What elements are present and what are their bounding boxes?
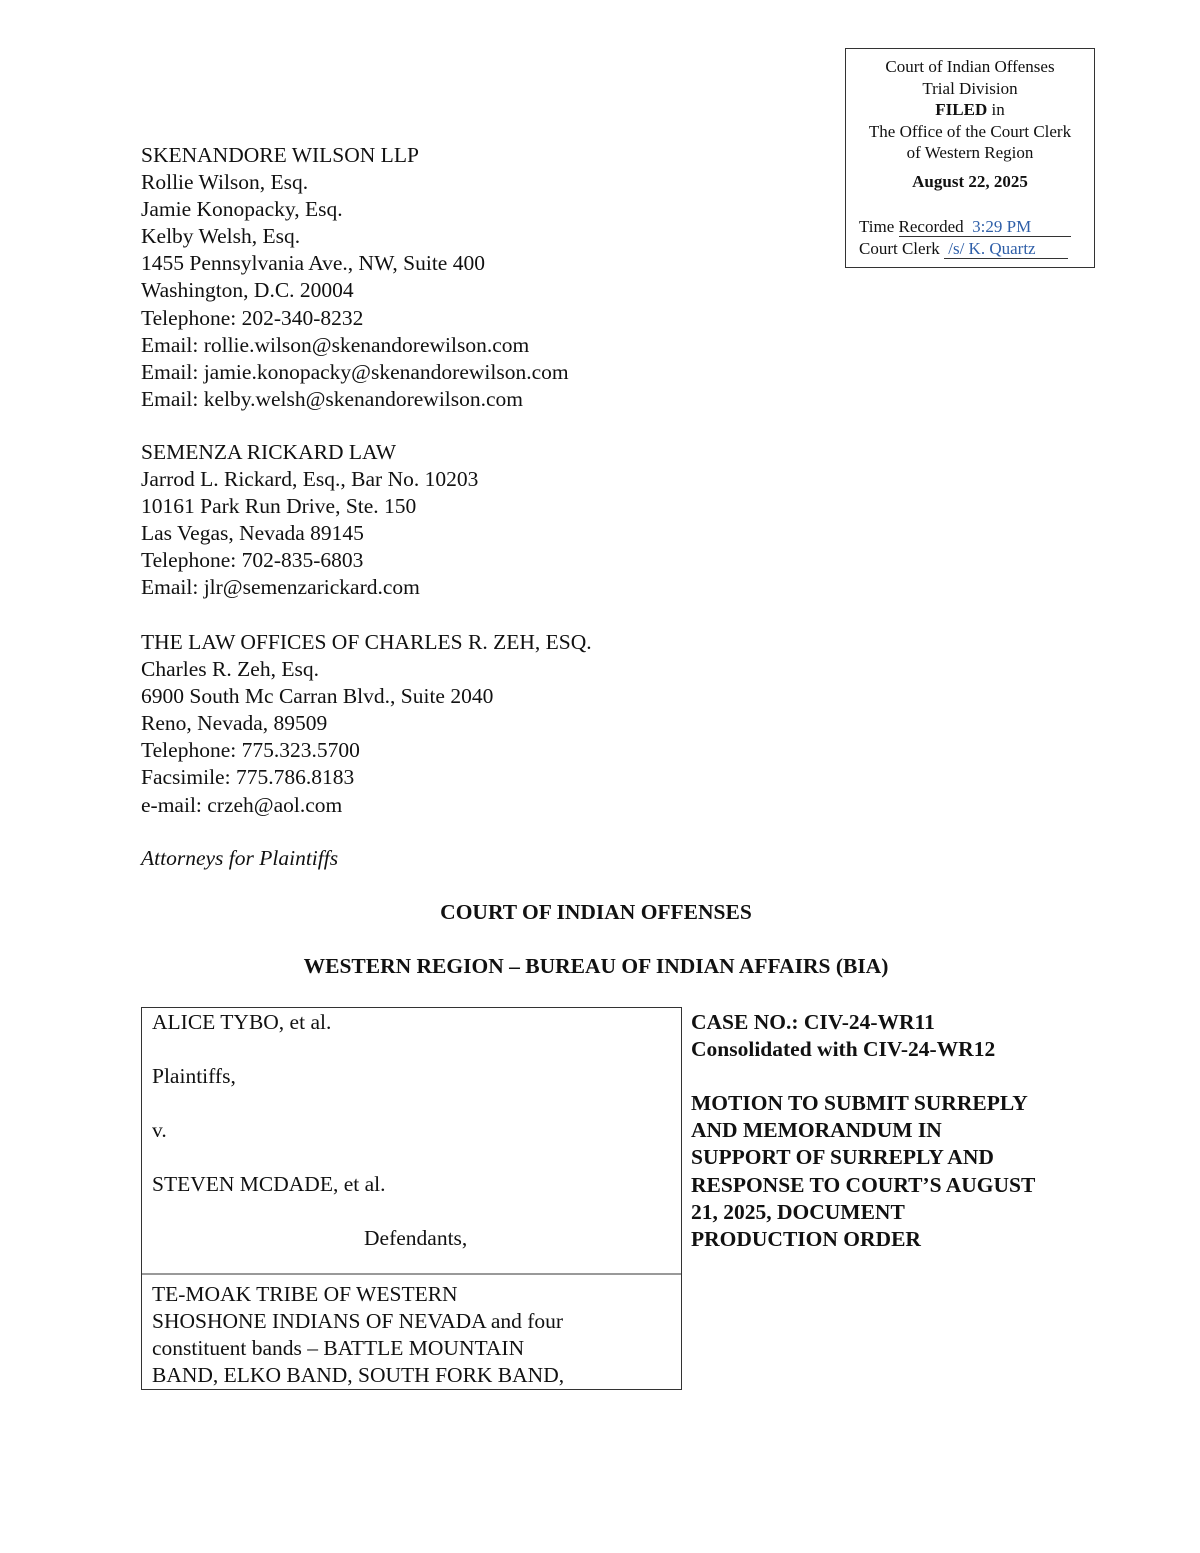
firm1-line: Jamie Konopacky, Esq.	[141, 197, 343, 222]
plaintiff-name: ALICE TYBO, et al.	[152, 1010, 332, 1034]
court-title: COURT OF INDIAN OFFENSES	[440, 900, 752, 924]
intervenor-line: BAND, ELKO BAND, SOUTH FORK BAND,	[152, 1363, 565, 1388]
firm2-email: Email: jlr@semenzarickard.com	[141, 575, 420, 600]
case-number: CASE NO.: CIV-24-WR11	[691, 1010, 935, 1034]
firm2-line: 10161 Park Run Drive, Ste. 150	[141, 494, 417, 519]
firm2-line: Las Vegas, Nevada 89145	[141, 521, 364, 546]
firm3-line: THE LAW OFFICES OF CHARLES R. ZEH, ESQ.	[141, 630, 592, 654]
stamp-filed	[846, 99, 1094, 121]
intervenor-line: constituent bands – BATTLE MOUNTAIN	[152, 1336, 525, 1361]
firm-charles-zeh	[141, 629, 592, 819]
motion-title-line: MOTION TO SUBMIT SURREPLY	[691, 1091, 1028, 1116]
stamp-court: Court of Indian Offenses	[885, 57, 1055, 76]
filing-stamp	[845, 48, 1095, 268]
case-caption-box	[141, 1007, 682, 1390]
stamp-filed-in: in	[987, 100, 1005, 119]
caption-intervenor-cell	[142, 1275, 681, 1389]
stamp-time-label: Time	[859, 217, 899, 236]
attorneys-for-plaintiffs: Attorneys for Plaintiffs	[141, 846, 339, 870]
caption-parties-cell	[142, 1008, 681, 1275]
stamp-time-recorded	[859, 216, 1071, 238]
intervenor-line: SHOSHONE INDIANS OF NEVADA and four	[152, 1309, 564, 1334]
region-title: WESTERN REGION – BUREAU OF INDIAN AFFAIRS (BIA)	[303, 954, 889, 978]
stamp-office: The Office of the Court Clerk	[868, 121, 1072, 141]
motion-title-line: SUPPORT OF SURREPLY AND	[691, 1145, 994, 1170]
firm1-line: Kelby Welsh, Esq.	[141, 224, 301, 249]
stamp-time-value: 3:29 PM	[972, 217, 1032, 236]
stamp-region: of Western Region	[906, 143, 1034, 162]
firm3-line: Telephone: 775.323.5700	[141, 738, 360, 763]
firm-semenza-rickard	[141, 439, 478, 602]
firm-skenandore-wilson	[141, 142, 569, 413]
firm1-line: Washington, D.C. 20004	[141, 278, 354, 303]
stamp-court-clerk	[859, 238, 1068, 260]
stamp-division: Trial Division	[922, 78, 1018, 98]
firm1-line: Telephone: 202-340-8232	[141, 305, 364, 330]
firm1-line: Rollie Wilson, Esq.	[141, 170, 309, 195]
stamp-time-field	[899, 218, 1071, 237]
stamp-clerk-field	[944, 240, 1068, 259]
defendants-label: Defendants,	[364, 1226, 468, 1250]
motion-title-line: PRODUCTION ORDER	[691, 1226, 921, 1251]
firm2-line: Telephone: 702-835-6803	[141, 548, 364, 573]
firm2-line: SEMENZA RICKARD LAW	[141, 440, 397, 464]
motion-title-line: 21, 2025, DOCUMENT	[691, 1199, 905, 1224]
motion-title-line: RESPONSE TO COURT’S AUGUST	[691, 1172, 1036, 1197]
intervenor-line: TE-MOAK TRIBE OF WESTERN	[152, 1282, 458, 1306]
firm1-line: SKENANDORE WILSON LLP	[141, 143, 419, 167]
motion-title-line: AND MEMORANDUM IN	[691, 1118, 942, 1143]
stamp-filed-word: FILED	[935, 100, 988, 119]
firm3-line: Facsimile: 775.786.8183	[141, 765, 355, 790]
firm1-email: Email: rollie.wilson@skenandorewilson.com	[141, 332, 530, 357]
stamp-clerk-value: /s/ K. Quartz	[948, 239, 1036, 258]
stamp-time-recorded-word: Recorded	[898, 217, 964, 236]
firm3-email: e-mail: crzeh@aol.com	[141, 792, 343, 817]
firm3-line: Reno, Nevada, 89509	[141, 711, 328, 736]
firm2-line: Jarrod L. Rickard, Esq., Bar No. 10203	[141, 467, 479, 492]
firm3-line: Charles R. Zeh, Esq.	[141, 657, 319, 682]
stamp-clerk-label: Court Clerk	[859, 239, 944, 258]
versus: v.	[152, 1118, 167, 1142]
firm1-email: Email: jamie.konopacky@skenandorewilson.com	[141, 359, 569, 384]
firm1-email: Email: kelby.welsh@skenandorewilson.com	[141, 386, 524, 411]
plaintiffs-label: Plaintiffs,	[152, 1064, 236, 1088]
case-info	[691, 1009, 1035, 1253]
defendant-name: STEVEN MCDADE, et al.	[152, 1172, 386, 1196]
firm1-line: 1455 Pennsylvania Ave., NW, Suite 400	[141, 251, 485, 276]
stamp-date: August 22, 2025	[912, 171, 1028, 191]
firm3-line: 6900 South Mc Carran Blvd., Suite 2040	[141, 684, 494, 709]
consolidated-case: Consolidated with CIV-24-WR12	[691, 1037, 996, 1062]
